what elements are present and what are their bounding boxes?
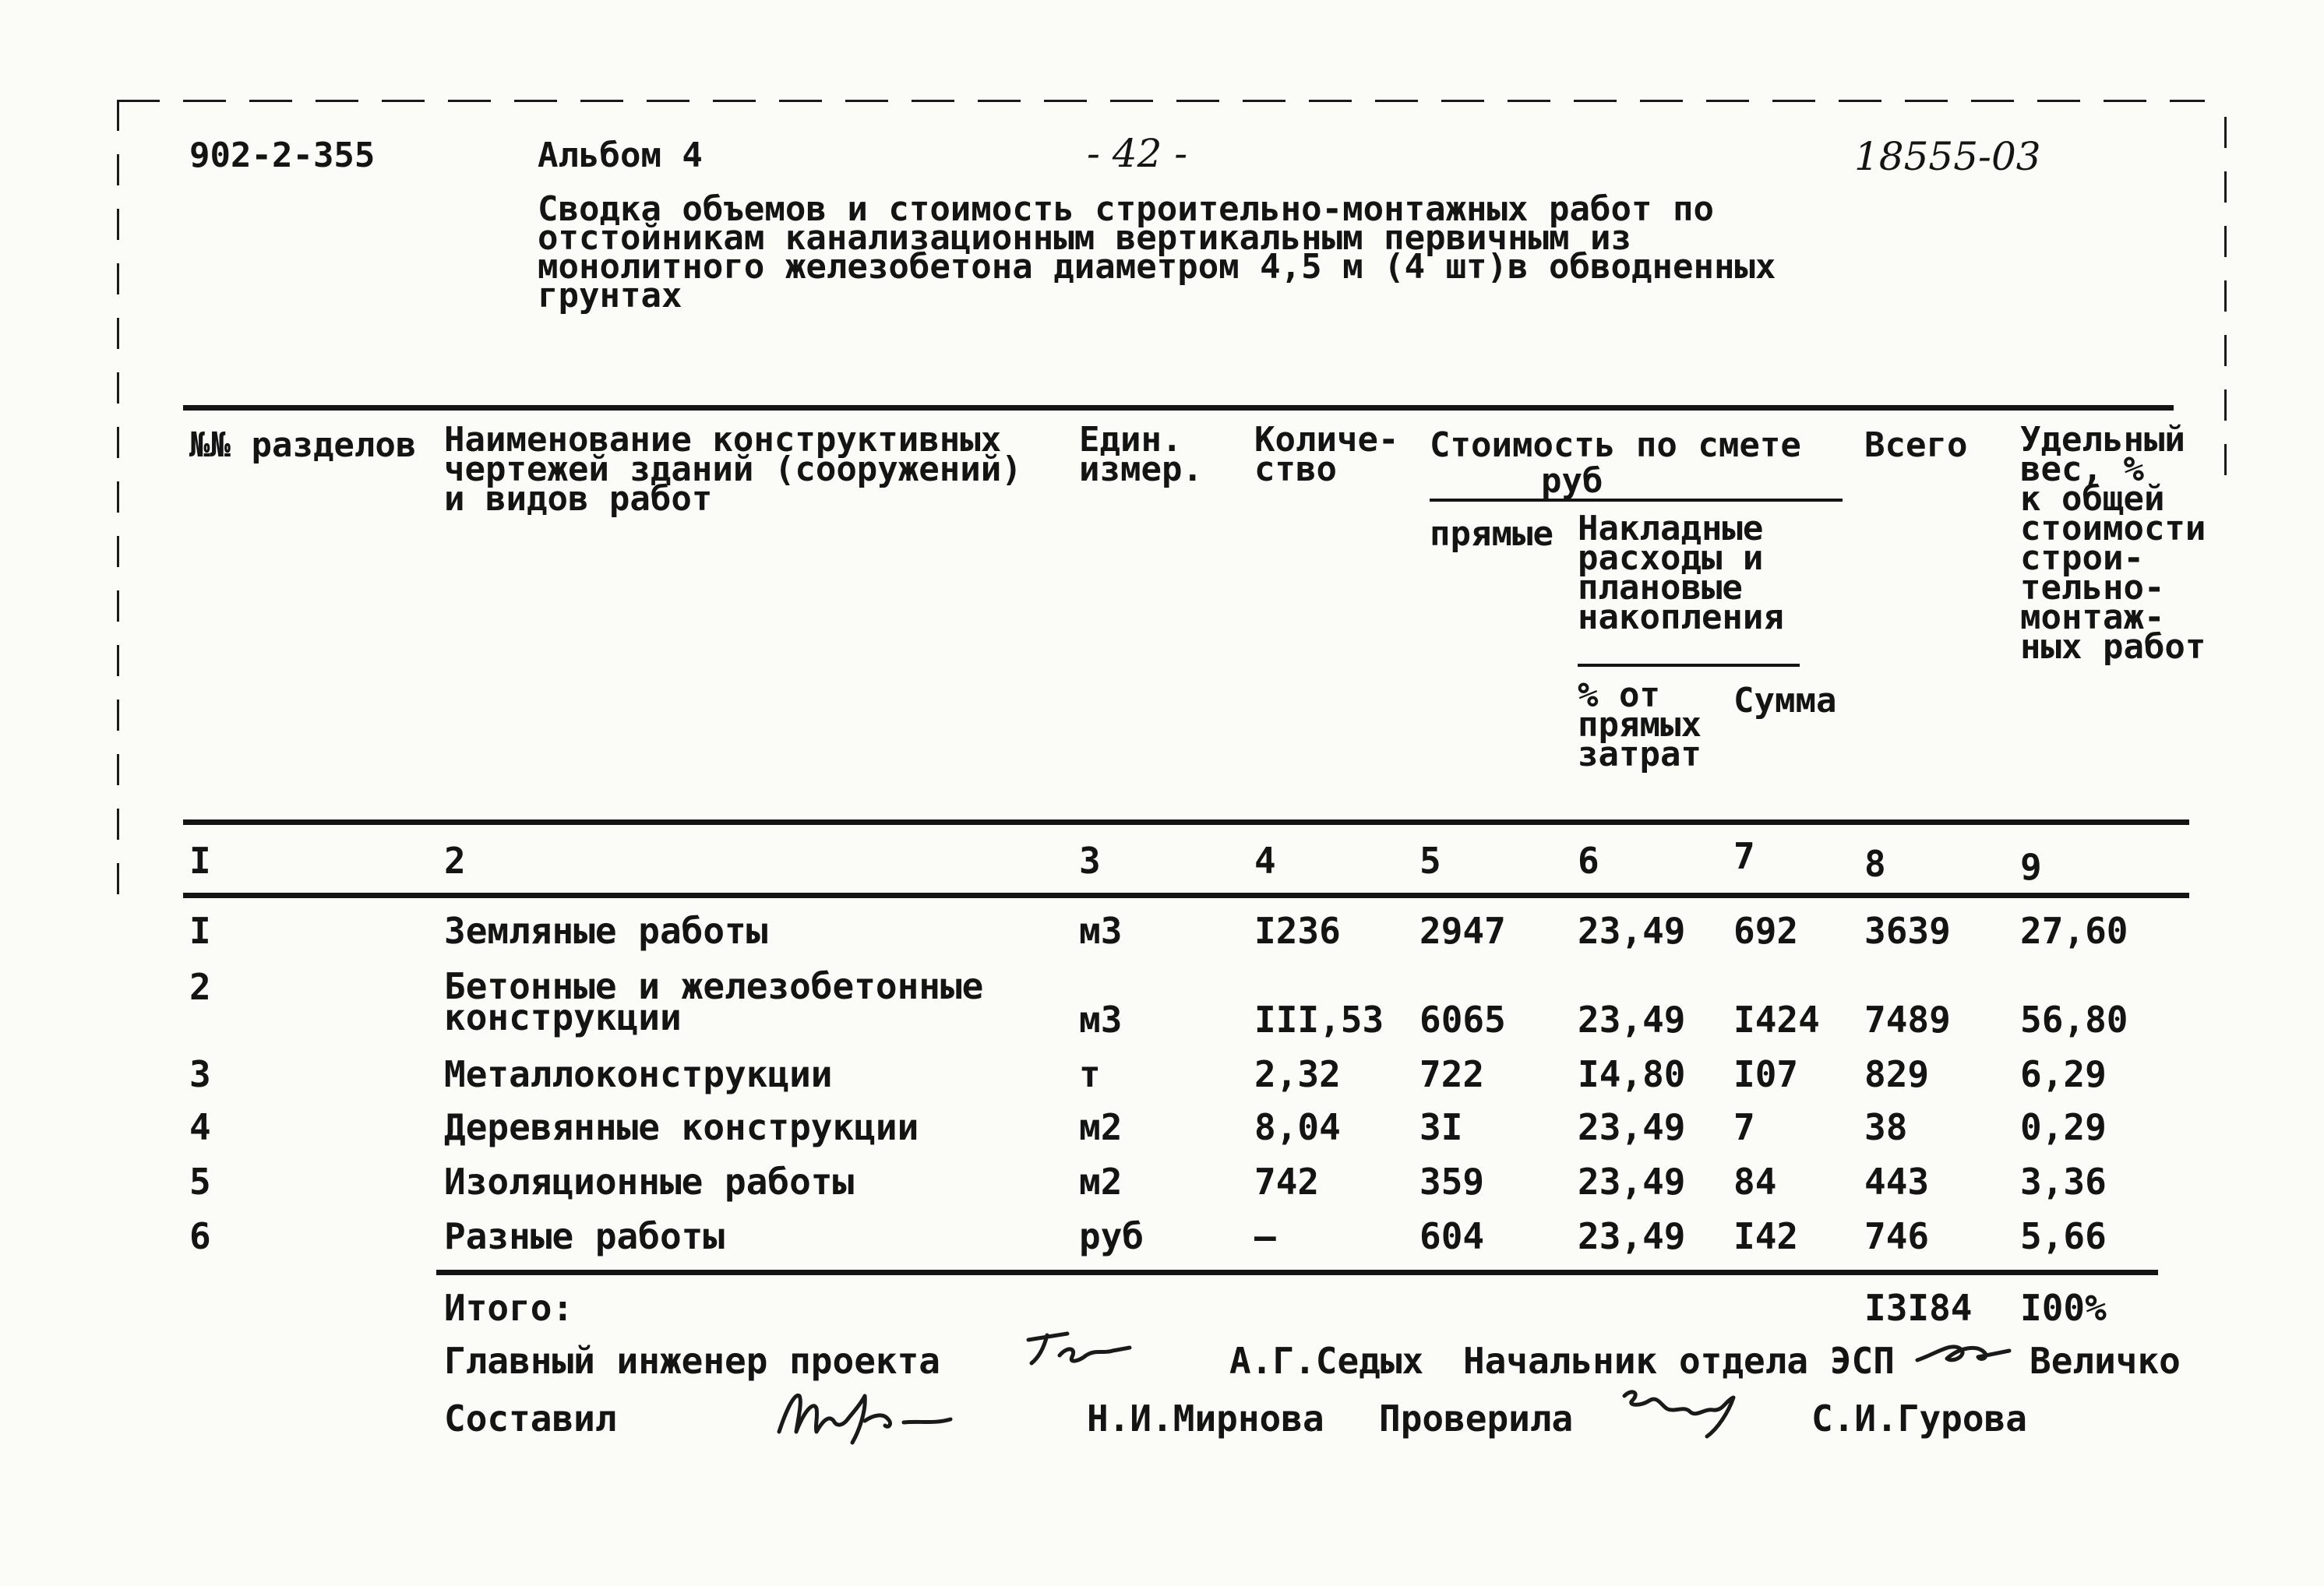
cell-direct: 2947 [1419, 910, 1506, 952]
cell-share: 0,29 [2020, 1106, 2107, 1148]
department-head-label: Начальник отдела ЭСП [1463, 1340, 1895, 1382]
cell-quantity: III,53 [1254, 999, 1384, 1041]
cell-sum: 692 [1733, 910, 1799, 952]
cell-name: Металлоконструкции [444, 1053, 833, 1095]
col-header-share: Удельный вес, % к общей стоимости строи- тельно- монтаж- ных работ [2020, 420, 2206, 667]
compiled-by-label: Составил [444, 1397, 617, 1440]
column-number: 8 [1864, 843, 1886, 885]
cell-name: Бетонные и железобетонные конструкции [444, 965, 984, 1038]
overhead-group-underline [1578, 664, 1800, 667]
cell-total: 443 [1864, 1161, 1930, 1203]
title-line: отстойникам канализационным вертикальным первичным из [538, 218, 1631, 258]
cell-quantity: I236 [1254, 910, 1341, 952]
column-number: 4 [1254, 840, 1276, 882]
chief-engineer-signature [1021, 1324, 1137, 1371]
cell-share: 27,60 [2020, 910, 2128, 952]
checker-name: С.И.Гурова [1811, 1397, 2027, 1440]
cell-section-no: 6 [189, 1215, 211, 1257]
cell-sum: I42 [1733, 1215, 1799, 1257]
cell-direct: 722 [1419, 1053, 1485, 1095]
cell-unit: т [1079, 1053, 1101, 1095]
totals-label: Итого: [444, 1287, 574, 1329]
cell-direct: 6065 [1419, 999, 1506, 1041]
col-header-sum: Сумма [1733, 681, 1837, 721]
document-code: 902-2-355 [189, 136, 376, 175]
document-title [538, 189, 1776, 315]
cell-direct: 604 [1419, 1215, 1485, 1257]
col-header-quantity: Количе- ство [1254, 420, 1399, 489]
cell-section-no: 3 [189, 1053, 211, 1095]
cell-share: 56,80 [2020, 999, 2128, 1041]
cell-unit: м3 [1079, 910, 1123, 952]
cost-group-underline [1430, 499, 1843, 502]
column-number: 9 [2020, 846, 2042, 888]
checker-signature [1609, 1377, 1772, 1440]
col-header-direct: прямые [1430, 514, 1553, 554]
right-frame-line [2224, 117, 2227, 491]
cell-percent: 23,49 [1578, 1161, 1686, 1203]
cell-percent: 23,49 [1578, 1215, 1686, 1257]
cell-section-no: I [189, 910, 211, 952]
cell-sum: 84 [1733, 1161, 1777, 1203]
cell-sum: I424 [1733, 999, 1820, 1041]
cell-quantity: 8,04 [1254, 1106, 1341, 1148]
column-number: 3 [1079, 840, 1101, 882]
cell-section-no: 5 [189, 1161, 211, 1203]
checked-by-label: Проверила [1379, 1397, 1574, 1440]
table-top-rule [183, 405, 2174, 411]
col-header-unit: Един. измер. [1079, 420, 1203, 489]
cell-quantity: – [1254, 1215, 1276, 1257]
title-line: Сводка объемов и стоимость строительно-монтажных работ по [538, 189, 1714, 229]
column-numbers-rule [183, 893, 2189, 898]
department-head-signature [1913, 1334, 2014, 1373]
col-header-overhead-group: Накладные расходы и плановые накопления [1578, 509, 1784, 637]
cell-share: 3,36 [2020, 1161, 2107, 1203]
totals-rule [436, 1270, 2158, 1275]
cell-percent: 23,49 [1578, 910, 1686, 952]
cell-quantity: 2,32 [1254, 1053, 1341, 1095]
cell-total: 829 [1864, 1053, 1930, 1095]
cell-percent: I4,80 [1578, 1053, 1686, 1095]
cell-section-no: 4 [189, 1106, 211, 1148]
cell-share: 5,66 [2020, 1215, 2107, 1257]
cell-name: Деревянные конструкции [444, 1106, 919, 1148]
title-line: монолитного железобетона диаметром 4,5 м (4 шт)в обводненных [538, 247, 1776, 287]
cell-total: 7489 [1864, 999, 1951, 1041]
cell-quantity: 742 [1254, 1161, 1320, 1203]
col-header-percent: % от прямых затрат [1578, 675, 1702, 774]
left-frame-line [117, 100, 119, 910]
cell-sum: I07 [1733, 1053, 1799, 1095]
cell-total: 3639 [1864, 910, 1951, 952]
page-number: - 42 - [1087, 131, 1188, 176]
cell-direct: 3I [1419, 1106, 1463, 1148]
compiler-signature [771, 1377, 1005, 1447]
col-header-name: Наименование конструктивных чертежей зданий (сооружений) и видов работ [444, 420, 1022, 519]
title-line: грунтах [538, 276, 682, 315]
cell-direct: 359 [1419, 1161, 1485, 1203]
album-label: Альбом 4 [538, 136, 703, 175]
cell-name: Изоляционные работы [444, 1161, 855, 1203]
cell-total: 746 [1864, 1215, 1930, 1257]
cell-percent: 23,49 [1578, 1106, 1686, 1148]
cell-unit: руб [1079, 1215, 1144, 1257]
inventory-number: 18555-03 [1854, 134, 2041, 179]
totals-sum: I3I84 [1864, 1287, 1973, 1329]
col-header-cost-unit: руб [1541, 461, 1603, 501]
top-frame-line [117, 100, 2205, 102]
compiler-name: Н.И.Мирнова [1087, 1397, 1324, 1440]
cell-name: Земляные работы [444, 910, 768, 952]
cell-sum: 7 [1733, 1106, 1755, 1148]
cell-unit: м2 [1079, 1161, 1123, 1203]
column-number: 5 [1419, 840, 1441, 882]
column-number: I [189, 840, 211, 882]
department-head-name: Величко [2030, 1340, 2181, 1382]
cell-unit: м3 [1079, 999, 1123, 1041]
cell-total: 38 [1864, 1106, 1908, 1148]
cell-name: Разные работы [444, 1215, 725, 1257]
col-header-section-no: №№ разделов [189, 425, 417, 465]
cell-unit: м2 [1079, 1106, 1123, 1148]
column-number: 6 [1578, 840, 1599, 882]
cell-percent: 23,49 [1578, 999, 1686, 1041]
header-bottom-rule [183, 819, 2189, 825]
col-header-cost-group: Стоимость по смете [1430, 425, 1801, 465]
column-number: 7 [1733, 835, 1755, 877]
cell-section-no: 2 [189, 966, 211, 1008]
totals-share: I00% [2020, 1287, 2107, 1329]
column-number: 2 [444, 840, 466, 882]
chief-engineer-name: А.Г.Седых [1229, 1340, 1424, 1382]
col-header-total: Всего [1864, 425, 1968, 465]
chief-engineer-label: Главный инженер проекта [444, 1340, 940, 1382]
cell-share: 6,29 [2020, 1053, 2107, 1095]
